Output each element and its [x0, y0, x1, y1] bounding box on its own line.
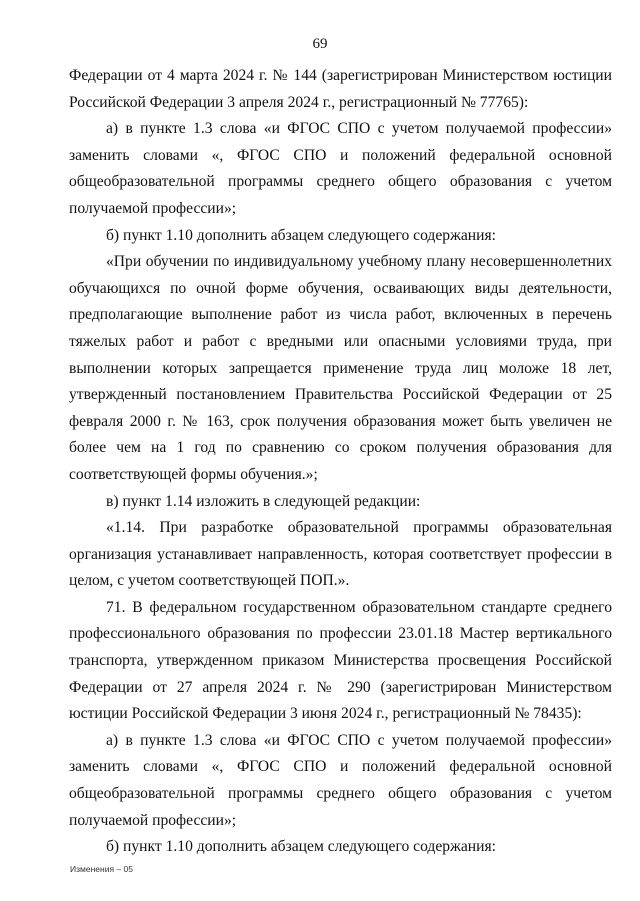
page-number: 69: [312, 36, 328, 52]
paragraph-section-71: 71. В федеральном государственном образовательном стандарте среднего профессионального образования по профессии 23.01.18 Мастер вертикального транспорта, утвержденном приказом Министерства просвещения Российской Федерации от 27 апреля 2024 г. № 290 (зарегистрирован Министерством юстиции Российской Федерации 3 июня 2024 г., регистрационный № 78435):: [69, 598, 612, 723]
paragraph-item-a: а) в пункте 1.3 слова «и ФГОС СПО с учетом получаемой профессии» заменить словами «, ФГОС СПО и положений федеральной основной общеобразовательной программы среднего общего образования с учетом получаемой профессии»;: [69, 120, 612, 217]
paragraph-item-b-71: б) пункт 1.10 дополнить абзацем следующего содержания:: [106, 838, 496, 856]
document-body: [69, 63, 612, 861]
paragraph-quote-1-14: «1.14. При разработке образовательной программы образовательная организация устанавливает направленность, которая соответствует профессии в целом, с учетом соответствующей ПОП.».: [69, 519, 612, 590]
paragraph-quote-1-10: «При обучении по индивидуальному учебному плану несовершеннолетних обучающихся по очной форме обучения, осваивающих виды деятельности, предполагающие выполнение работ из числа работ, включенных в перечень тяжелых работ и работ с вредными или опасными условиями труда, при выполнении которых запрещается применение труда лиц моложе 18 лет, утвержденный постановлением Правительства Российской Федерации от 25 февраля 2000 г. № 163, срок получения образования может быть увеличен не более чем на 1 год по сравнению со сроком получения образования для соответствующей формы обучения.»;: [69, 253, 612, 483]
footer-note: Изменения – 05: [70, 864, 133, 874]
paragraph-item-v: в) пункт 1.14 изложить в следующей редакции:: [106, 492, 421, 510]
paragraph-item-b: б) пункт 1.10 дополнить абзацем следующего содержания:: [106, 226, 496, 244]
paragraph-item-a-71: а) в пункте 1.3 слова «и ФГОС СПО с учетом получаемой профессии» заменить словами «, ФГОС СПО и положений федеральной основной общеобразовательной программы среднего общего образования с учетом получаемой профессии»;: [69, 731, 612, 829]
paragraph-continuation: Федерации от 4 марта 2024 г. № 144 (зарегистрирован Министерством юстиции Российской Федерации 3 апреля 2024 г., регистрационный № 77765):: [69, 67, 612, 111]
